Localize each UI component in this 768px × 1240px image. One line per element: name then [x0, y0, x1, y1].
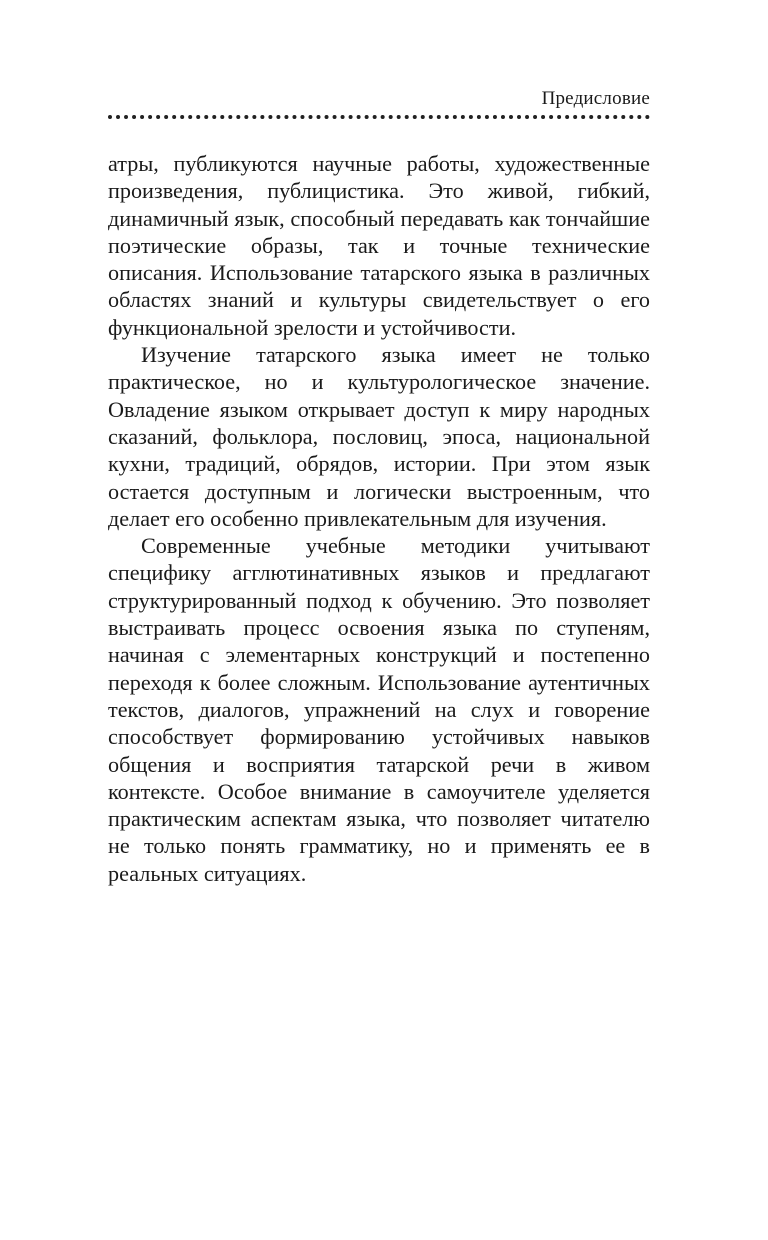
running-header-title: Предисловие	[541, 88, 650, 109]
paragraph-study-significance: Изучение татарского языка имеет не только практическое, но и культурологическое значение. Овладение языком открывает доступ к миру народных сказаний, фольклора, пословиц, эпоса, национальной кухни, традиций, обрядов, истории. При этом язык остается доступным и логически выстроенным, что делает его особенно привлекательным для изучения.	[108, 342, 650, 531]
header-dotted-rule	[108, 115, 650, 119]
paragraph-continuation: атры, публикуются научные работы, художественные произведения, публицистика. Это живой, гибкий, динамичный язык, способный передавать как тончайшие поэтические образы, так и точные технические описания. Использование татарского языка в различных областях знаний и культуры свидетельствует о его функциональной зрелости и устойчивости.	[108, 151, 650, 340]
paragraph-teaching-methods: Современные учебные методики учитывают специфику агглютинативных языков и предлагают структурированный подход к обучению. Это позволяет выстраивать процесс освоения языка по ступеням, начиная с элементарных конструкций и постепенно переходя к более сложным. Использование аутентичных текстов, диалогов, упражнений на слух и говорение способствует формированию устойчивых навыков общения и восприятия татарской речи в живом контексте. Особое внимание в самоучителе уделяется практическим аспектам языка, что позволяет читателю не только понять грамматику, но и применять ее в реальных ситуациях.	[108, 533, 650, 886]
page-body	[108, 150, 650, 887]
